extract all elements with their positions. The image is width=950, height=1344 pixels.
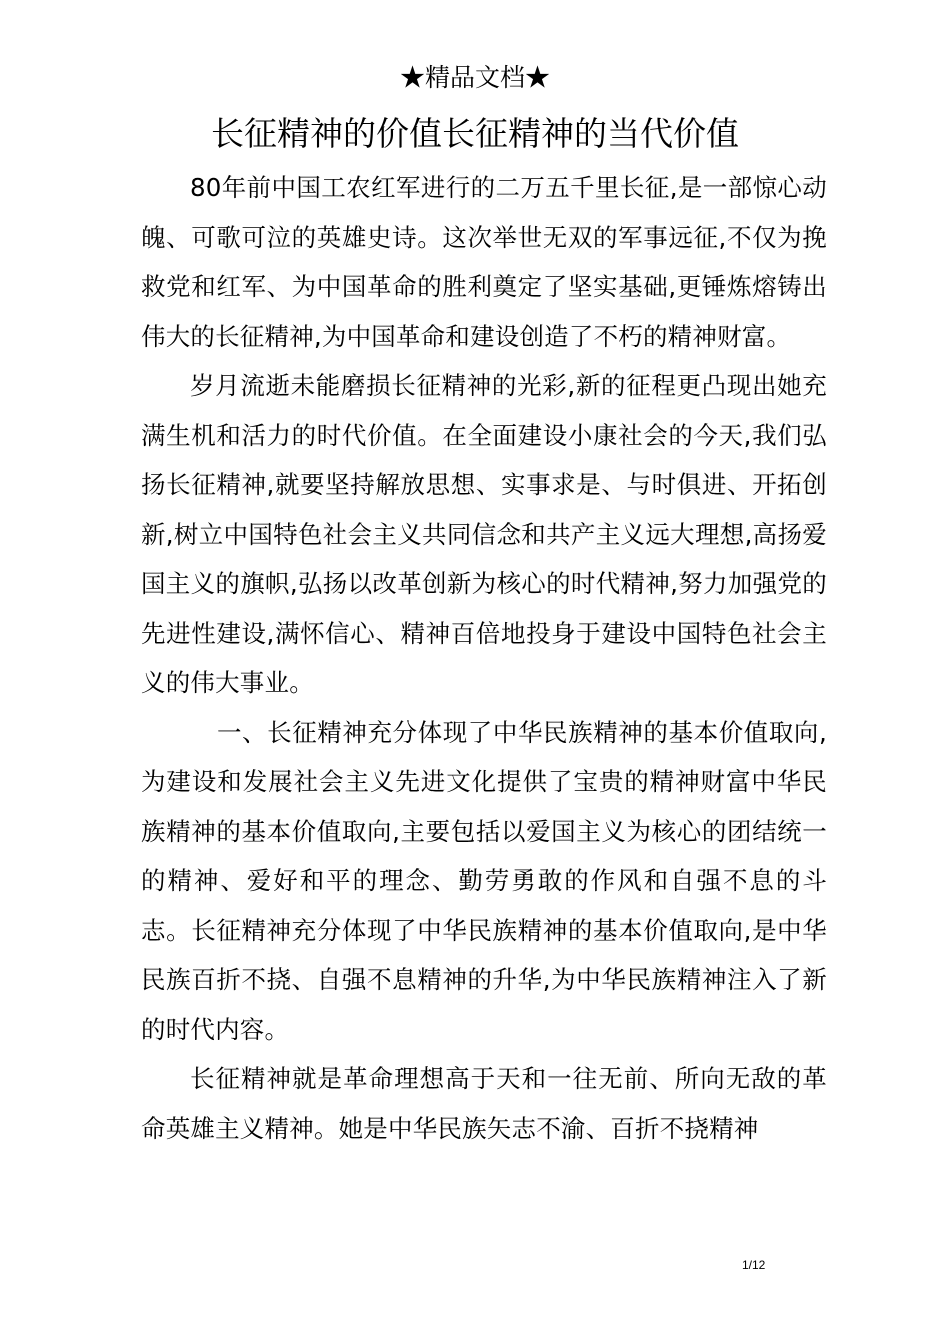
paragraph: 一、长征精神充分体现了中华民族精神的基本价值取向,为建设和发展社会主义先进文化提供了宝贵的精神财富中华民族精神的基本价值取向,主要包括以爱国主义为核心的团结统一的精神、爱好和平的理念、勤劳勇敢的作风和自强不息的斗志。长征精神充分体现了中华民族精神的基本价值取向,是中华民族百折不挠、自强不息精神的升华,为中华民族精神注入了新的时代内容。 bbox=[141, 717, 827, 1044]
document-body bbox=[141, 163, 827, 1153]
header-mark: ★精品文档★ bbox=[399, 63, 550, 92]
paragraph: 80年前中国工农红军进行的二万五千里长征,是一部惊心动魄、可歌可泣的英雄史诗。这次举世无双的军事远征,不仅为挽救党和红军、为中国革命的胜利奠定了坚实基础,更锤炼熔铸出伟大的长征精神,为中国革命和建设创造了不朽的精神财富。 bbox=[141, 173, 827, 351]
paragraph: 长征精神就是革命理想高于天和一往无前、所向无敌的革命英雄主义精神。她是中华民族矢志不渝、百折不挠精神 bbox=[141, 1064, 827, 1143]
paragraph: 岁月流逝未能磨损长征精神的光彩,新的征程更凸现出她充满生机和活力的时代价值。在全面建设小康社会的今天,我们弘扬长征精神,就要坚持解放思想、实事求是、与时俱进、开拓创新,树立中国特色社会主义共同信念和共产主义远大理想,高扬爱国主义的旗帜,弘扬以改革创新为核心的时代精神,努力加强党的先进性建设,满怀信心、精神百倍地投身于建设中国特色社会主义的伟大事业。 bbox=[141, 371, 827, 697]
page-number: 1/12 bbox=[742, 1258, 766, 1272]
document-title: 长征精神的价值长征精神的当代价值 bbox=[211, 114, 739, 153]
